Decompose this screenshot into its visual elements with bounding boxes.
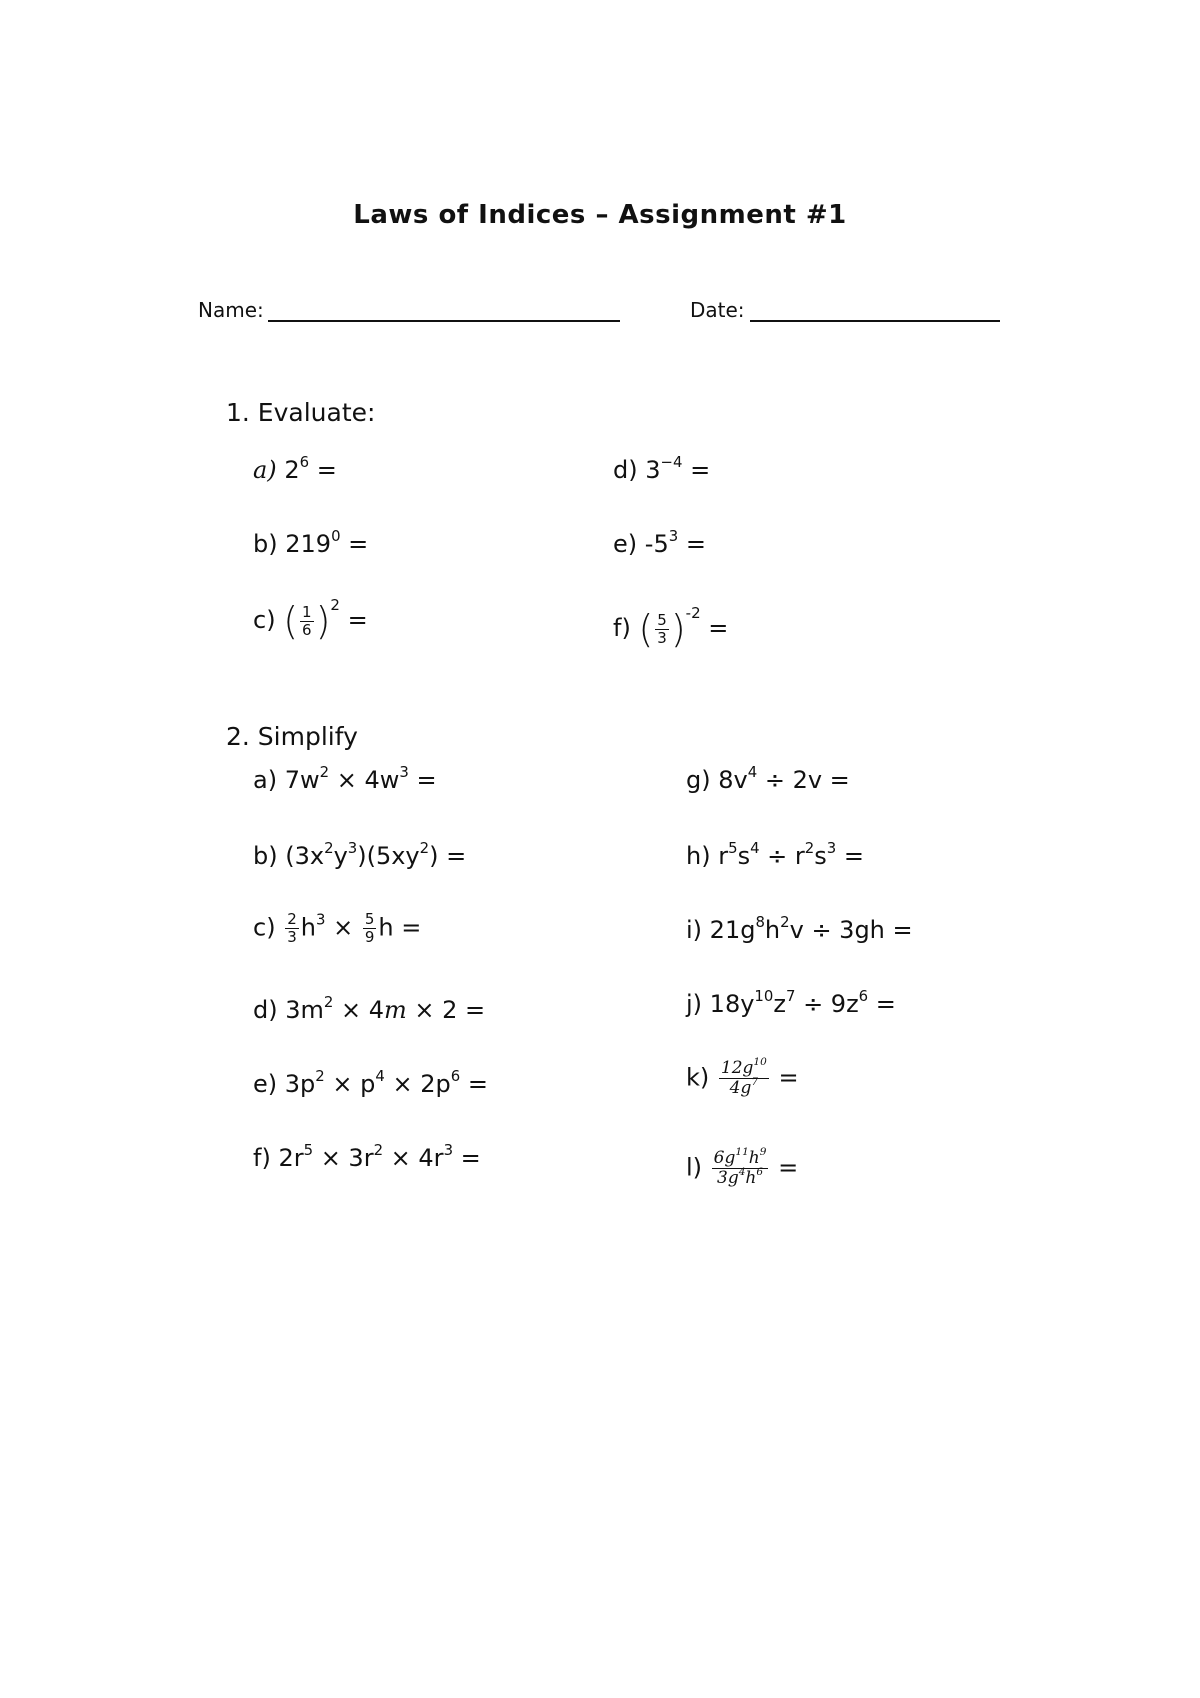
q1-item-d: d) $3^{-4}$ = — [613, 452, 711, 484]
q2-item-d: d) $3m^2 \times 4m \times 2$ = — [253, 992, 486, 1024]
date-field[interactable] — [750, 320, 1000, 322]
q2-item-f: f) $2r^5 \times 3r^2 \times 4r^3$ = — [253, 1140, 481, 1172]
section-evaluate-heading: 1. Evaluate: — [226, 398, 376, 427]
q2-item-a: a) $7w^2 \times 4w^3$ = — [253, 762, 437, 794]
q2-item-c: c) $\frac{2}{3}$ $h^3$ × $\frac{5}{9}$ h = — [253, 910, 422, 946]
name-label: Name: — [198, 298, 264, 322]
q2-item-b: b) $(3x^2y^3)(5xy^2)$ = — [253, 838, 467, 870]
q2-item-h: h) $r^5s^4 \div r^2s^3$ = — [686, 838, 864, 870]
date-label: Date: — [690, 298, 745, 322]
name-field[interactable] — [268, 320, 620, 322]
q1-item-c: c) ( $\frac{1}{6}$ )$^2$ = — [253, 596, 368, 643]
q1-item-e: e) $-5^3$ = — [613, 526, 706, 558]
q2-item-i: i) $21g^8h^2v \div 3gh$ = — [686, 912, 913, 944]
q1-item-a: a) $2^6$ = — [253, 452, 337, 484]
q2-item-g: g) $8v^4 \div 2v$ = — [686, 762, 850, 794]
q2-item-e: e) $3p^2 \times p^4 \times 2p^6$ = — [253, 1066, 488, 1098]
q2-item-l: l) $\frac{6g^{11}h^9}{3g^4h^6}$ = — [686, 1146, 799, 1188]
q1-item-b: b) $219^0$ = — [253, 526, 369, 558]
page-title: Laws of Indices – Assignment #1 — [353, 200, 847, 230]
q2-item-k: k) $\frac{12g^{10}}{4g^7}$ = — [686, 1056, 799, 1098]
q1-item-f: f) ( $\frac{5}{3}$ )$^{-2}$ = — [613, 604, 729, 651]
q2-item-j: j) $18y^{10}z^7 \div 9z^6$ = — [686, 986, 896, 1018]
section-simplify-heading: 2. Simplify — [226, 722, 358, 751]
